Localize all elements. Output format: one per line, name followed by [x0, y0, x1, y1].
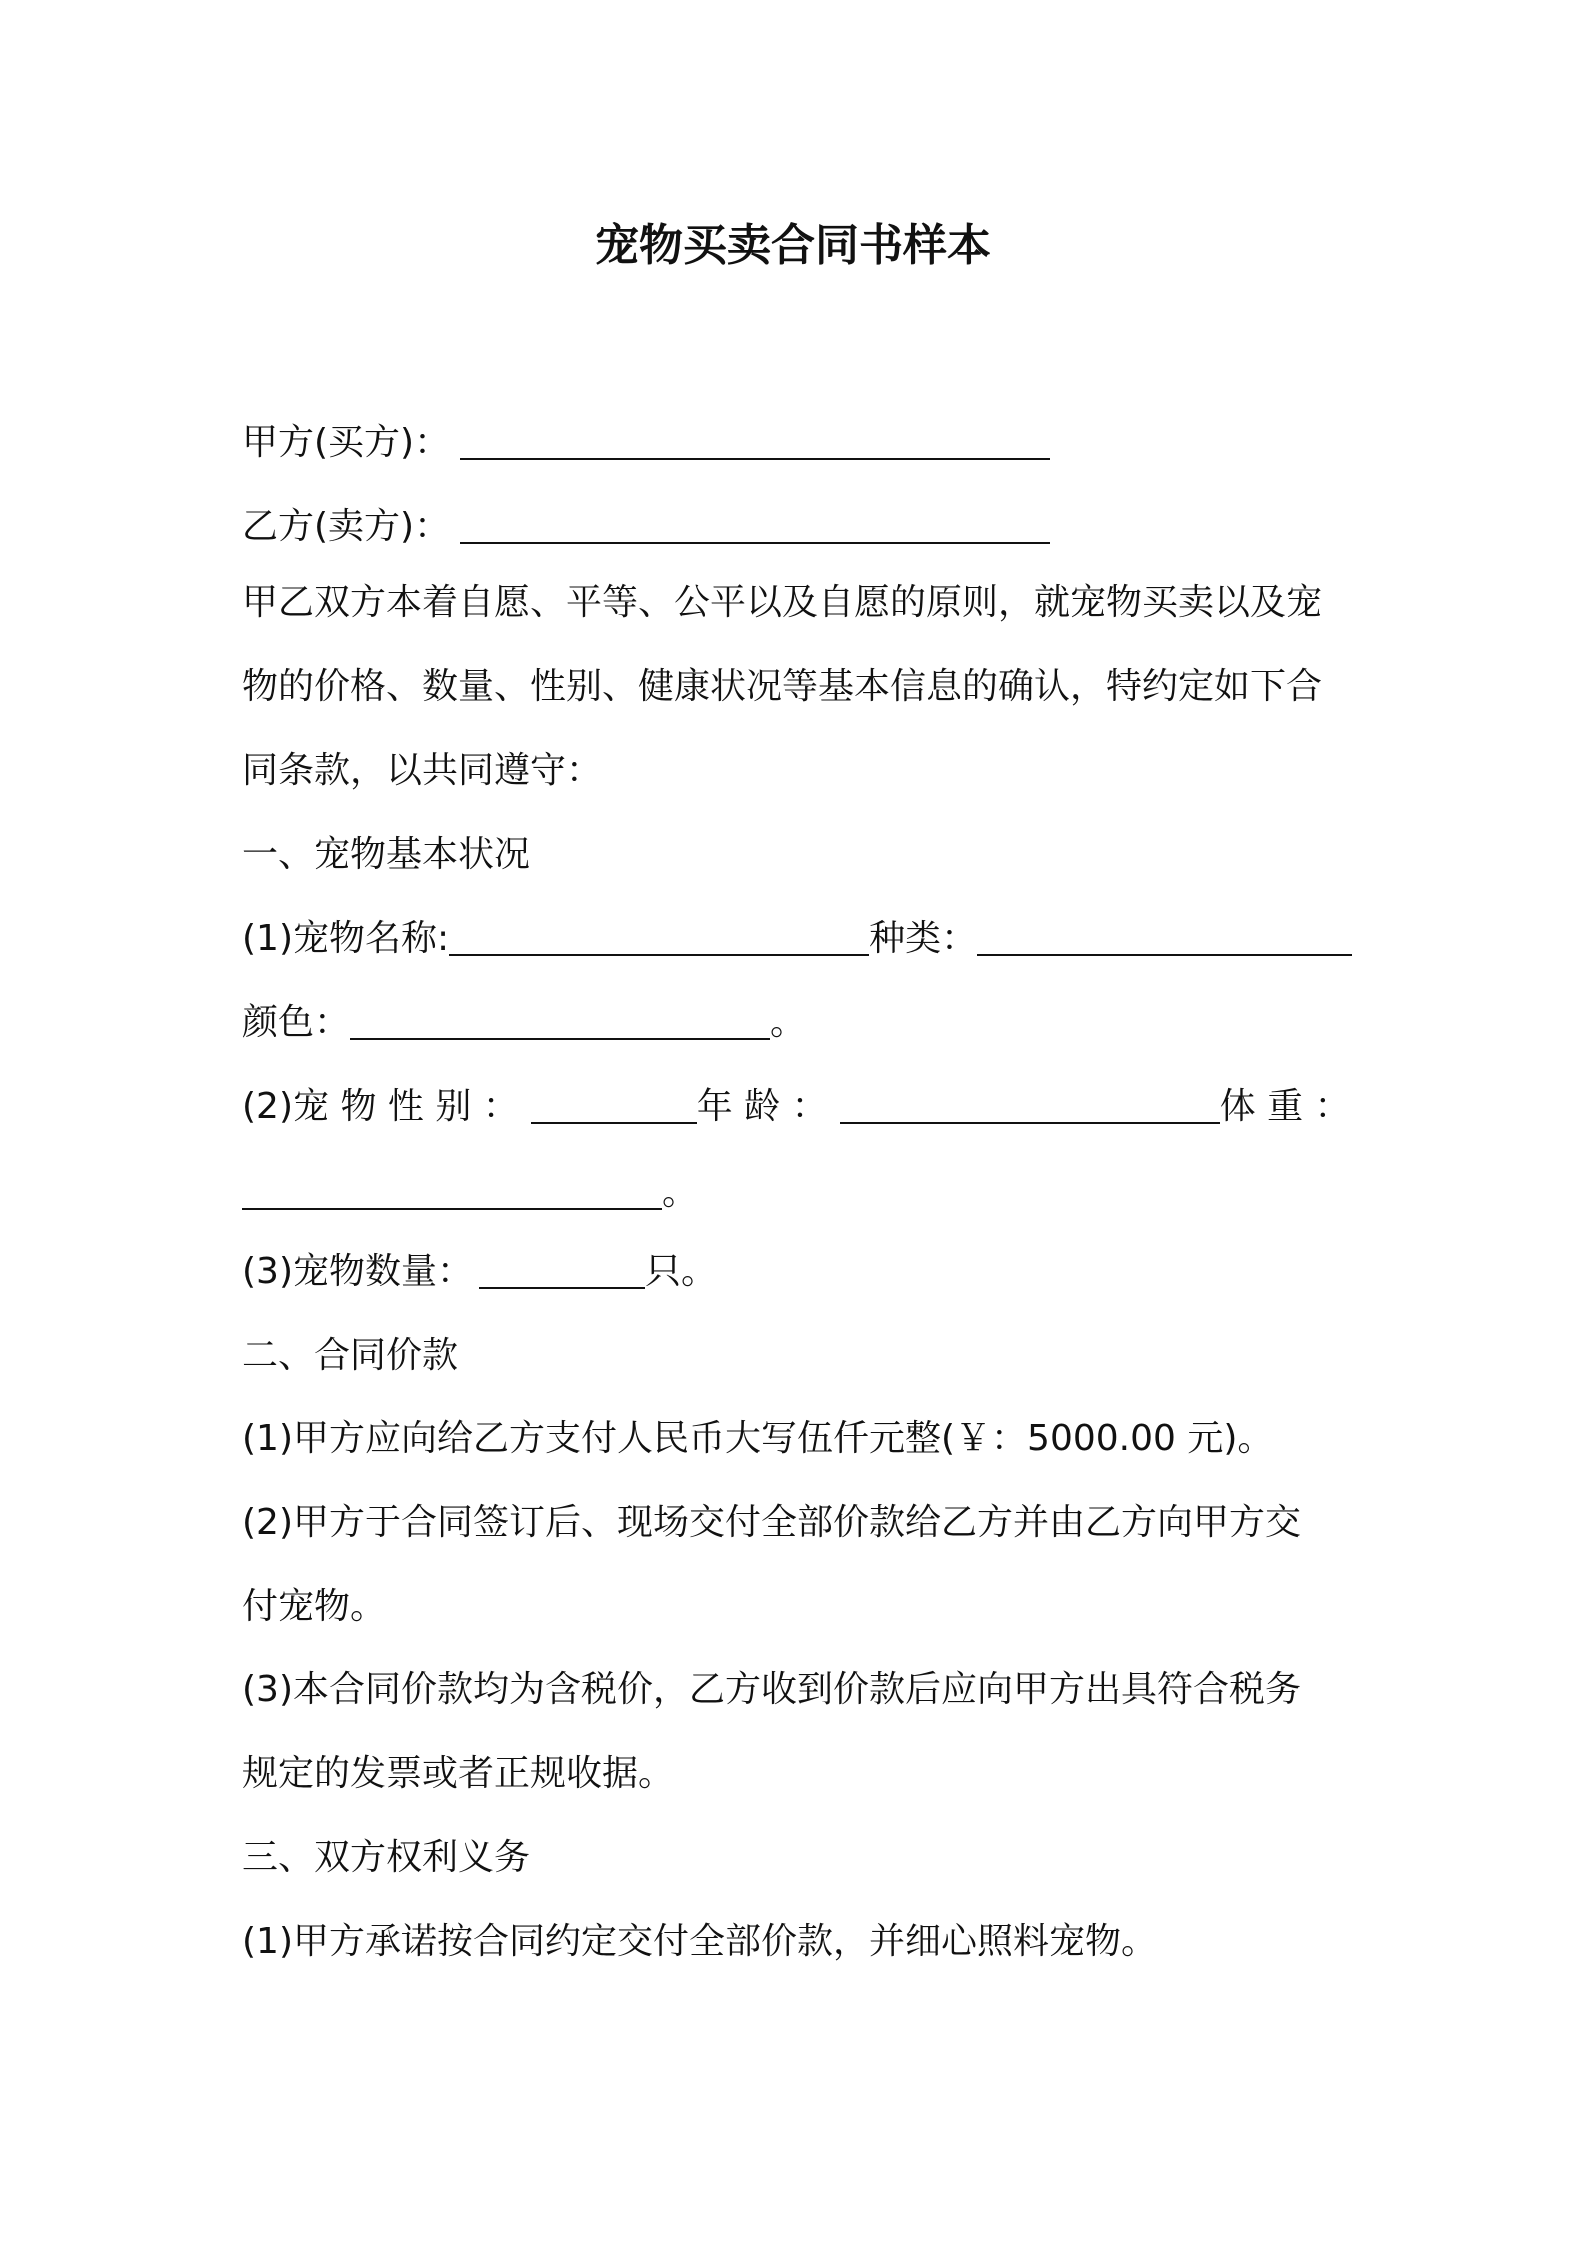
pet-sex-age-weight-line [242, 1077, 1352, 1137]
pet-sex-label: (2)宠 物 性 别 ： [242, 1086, 519, 1127]
price-item-2-line-2: 付宠物。 [242, 1586, 387, 1627]
seller-line [242, 497, 1352, 557]
price-item-1: (1)甲方应向给乙方支付人民币大写伍仟元整(￥：5000.00 元)。 [242, 1418, 1274, 1459]
buyer-line [242, 413, 1352, 473]
buyer-blank [460, 422, 1050, 460]
intro-line-1: 甲乙双方本着自愿、平等、公平以及自愿的原则，就宠物买卖以及宠 [242, 582, 1323, 623]
price-item-2-line-1: (2)甲方于合同签订后、现场交付全部价款给乙方并由乙方向甲方交 [242, 1502, 1301, 1543]
pet-count-label: (3)宠物数量： [242, 1251, 473, 1292]
pet-color-blank [350, 1002, 770, 1040]
price-item-3-line-2: 规定的发票或者正规收据。 [242, 1753, 675, 1794]
pet-kind-label: 种类： [869, 918, 978, 959]
pet-kind-blank [977, 918, 1352, 956]
pet-count-line [242, 1242, 1352, 1302]
intro-line-2: 物的价格、数量、性别、健康状况等基本信息的确认，特约定如下合 [242, 666, 1323, 707]
seller-label: 乙方(卖方)： [242, 506, 451, 547]
section3-heading: 三、双方权利义务 [242, 1837, 531, 1878]
seller-blank [460, 506, 1050, 544]
buyer-label: 甲方(买方)： [242, 422, 451, 463]
section1-heading: 一、宠物基本状况 [242, 834, 531, 875]
intro-line-3: 同条款，以共同遵守： [242, 750, 603, 791]
pet-weight-label: 体 重 ： [1219, 1086, 1351, 1127]
pet-count-blank [479, 1251, 645, 1289]
pet-name-kind-line [242, 909, 1352, 969]
pet-sex-blank [531, 1086, 697, 1124]
pet-weight-value-line [242, 1163, 1352, 1223]
section2-heading: 二、合同价款 [242, 1335, 459, 1376]
pet-age-blank [840, 1086, 1220, 1124]
pet-name-label: (1)宠物名称: [242, 918, 450, 959]
pet-weight-blank [242, 1172, 662, 1210]
pet-weight-period: 。 [662, 1172, 699, 1213]
document-title: 宠物买卖合同书样本 [595, 220, 991, 271]
price-item-3-line-1: (3)本合同价款均为含税价，乙方收到价款后应向甲方出具符合税务 [242, 1669, 1301, 1710]
pet-name-blank [449, 918, 869, 956]
pet-count-suffix: 只。 [645, 1251, 718, 1292]
duty-item-1: (1)甲方承诺按合同约定交付全部价款，并细心照料宠物。 [242, 1921, 1157, 1962]
pet-color-line [242, 993, 1352, 1053]
pet-color-label: 颜色： [242, 1002, 351, 1043]
pet-color-period: 。 [770, 1002, 807, 1043]
pet-age-label: 年 龄 ： [696, 1086, 828, 1127]
